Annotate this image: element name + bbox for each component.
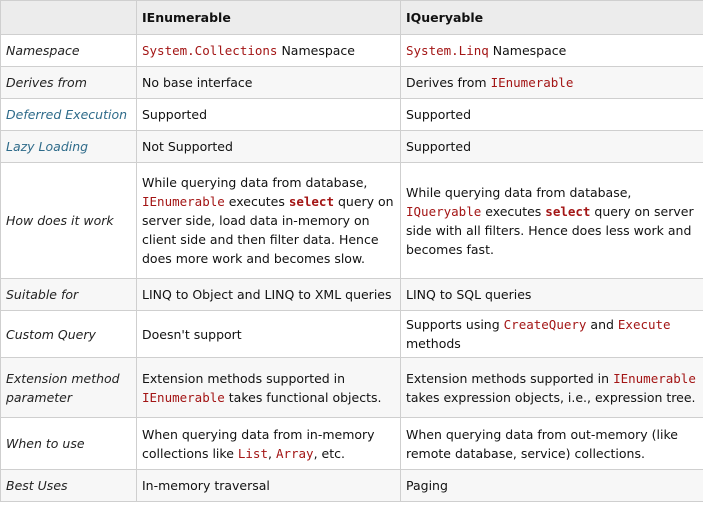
cell-ienumerable-when <box>137 418 401 470</box>
cell-iqueryable-namespace <box>401 35 703 67</box>
header-ienumerable: IEnumerable <box>137 1 401 35</box>
cell-text: Extension methods supported in <box>406 370 614 386</box>
cell-text: While querying data from database, <box>142 175 368 190</box>
cell-ienumerable-namespace <box>137 35 401 67</box>
cell-text: Supports using <box>406 317 504 332</box>
code-text: IEnumerable <box>490 75 574 90</box>
cell-ienumerable-how <box>137 163 401 279</box>
code-text: CreateQuery <box>503 317 587 332</box>
code-text: IEnumerable <box>613 370 696 386</box>
cell-text: While querying data from database, <box>406 184 632 200</box>
cell-text: and <box>586 317 618 332</box>
table-row <box>1 67 703 99</box>
cell-iqueryable-when: When querying data from out-memory (like remote database, service) collections. <box>401 418 703 470</box>
code-text: System.Linq <box>406 43 489 58</box>
table-row <box>1 358 703 418</box>
row-label-suitable: Suitable for <box>1 279 137 311</box>
row-label-derives: Derives from <box>1 67 137 99</box>
cell-ienumerable-suitable: LINQ to Object and LINQ to XML queries <box>137 279 401 311</box>
cell-iqueryable-custom <box>401 311 703 358</box>
cell-text: query on server side, load data in-memory on client side and then filter data. Hence does more work and becomes slow. <box>142 194 394 266</box>
cell-ienumerable-derives: No base interface <box>137 67 401 99</box>
cell-text: When querying data from in-memory collections like <box>142 426 375 461</box>
cell-text: Namespace <box>488 43 567 58</box>
cell-text: Derives from <box>406 75 491 90</box>
header-iqueryable: IQueryable <box>401 1 703 35</box>
cell-iqueryable-derives <box>401 67 703 99</box>
header-corner <box>1 1 137 35</box>
row-label-how: How does it work <box>1 163 137 279</box>
cell-text: query on server side with all filters. Hence does less work and becomes fast. <box>406 203 694 257</box>
row-label-best: Best Uses <box>1 470 137 502</box>
cell-iqueryable-extension <box>401 358 703 418</box>
row-label-extension: Extension method parameter <box>1 358 137 418</box>
code-text: select <box>545 203 591 219</box>
code-text: select <box>288 194 334 209</box>
code-text: System.Collections <box>142 43 278 58</box>
cell-text: takes functional objects. <box>224 389 382 405</box>
table-row <box>1 418 703 470</box>
code-text: IQueryable <box>406 203 482 219</box>
cell-ienumerable-extension <box>137 358 401 418</box>
cell-iqueryable-lazy: Supported <box>401 131 703 163</box>
header-row <box>1 1 703 35</box>
cell-iqueryable-how <box>401 163 703 279</box>
cell-text: methods <box>406 336 461 351</box>
table-row <box>1 163 703 279</box>
cell-text: executes <box>224 194 289 209</box>
row-label-deferred: Deferred Execution <box>1 99 137 131</box>
code-text: IEnumerable <box>142 389 225 405</box>
cell-ienumerable-lazy: Not Supported <box>137 131 401 163</box>
cell-text: executes <box>481 203 546 219</box>
table-row <box>1 99 703 131</box>
table-row <box>1 131 703 163</box>
table-row <box>1 311 703 358</box>
table-row <box>1 35 703 67</box>
code-text: Array <box>275 445 314 461</box>
code-text: IEnumerable <box>142 194 225 209</box>
cell-ienumerable-deferred: Supported <box>137 99 401 131</box>
row-label-namespace: Namespace <box>1 35 137 67</box>
table-row <box>1 279 703 311</box>
cell-text: , etc. <box>313 445 345 461</box>
cell-text: Extension methods supported in <box>142 370 346 386</box>
row-label-when: When to use <box>1 418 137 470</box>
cell-ienumerable-best: In-memory traversal <box>137 470 401 502</box>
cell-text: Namespace <box>277 43 355 58</box>
table-row <box>1 470 703 502</box>
code-text: List <box>237 445 268 461</box>
cell-iqueryable-suitable: LINQ to SQL queries <box>401 279 703 311</box>
cell-iqueryable-best: Paging <box>401 470 703 502</box>
row-label-custom: Custom Query <box>1 311 137 358</box>
cell-iqueryable-deferred: Supported <box>401 99 703 131</box>
code-text: Execute <box>617 317 671 332</box>
cell-text: takes expression objects, i.e., expression tree. <box>406 389 696 405</box>
cell-text: , <box>267 445 276 461</box>
row-label-lazy: Lazy Loading <box>1 131 137 163</box>
cell-ienumerable-custom: Doesn't support <box>137 311 401 358</box>
